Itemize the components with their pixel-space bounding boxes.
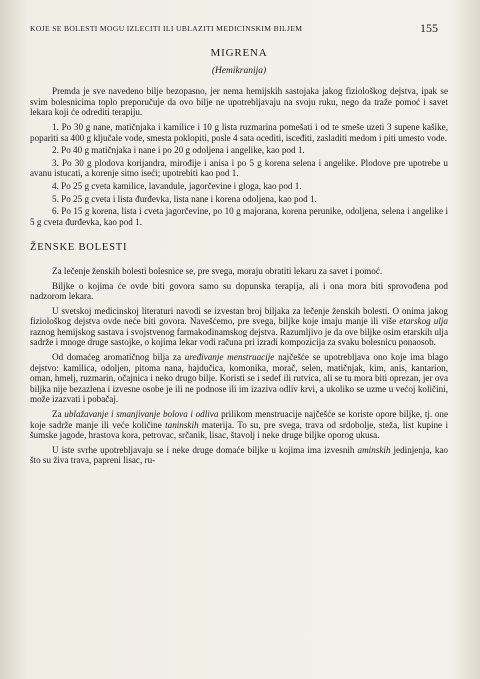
paragraph: Za lečenje ženskih bolesti bolesnice se, pre svega, moraju obratiti lekaru za savet i pomoć. bbox=[52, 265, 383, 276]
emphasis: ublažavanje i smanjivanje bolova i odliva bbox=[64, 409, 219, 420]
recipe-item: 4. Po 25 g cveta kamilice, lavandule, jagorčevine i gloga, kao pod 1. bbox=[52, 180, 302, 191]
recipe-item: 6. Po 15 g korena, lista i cveta jagorčevine, po 10 g majorana, korena perunike, odoljena, selena i angelike i 5 g cveta đurđevka, kao pod 1. bbox=[30, 206, 448, 227]
recipe-item: 2. Po 40 g matičnjaka i nane i po 20 g odoljena i angelike, kao pod 1. bbox=[52, 145, 305, 156]
recipe-item: 1. Po 30 g nane, matičnjaka i kamilice i 10 g lista ruzmarina pomešati i od te smeše uzeti 3 supene kašike, popariti sa 400 g ključale vode, smesta poklopiti, posle 4 sata ocediti, isceđiti, zasladiti medom i piti umesto vode. bbox=[30, 121, 448, 143]
paragraph: U iste svrhe upotrebljavaju se i neke druge domaće biljke u kojima ima izvesnih aminskih jedinjenja, kao što su živa trava, papreni lisac, ru- bbox=[30, 444, 448, 466]
running-header: KOJE SE BOLESTI MOGU IZLECITI ILI UBLAZITI MEDICINSKIM BILJEM bbox=[30, 24, 303, 33]
section-subtitle: (Hemikranija) bbox=[211, 65, 267, 76]
emphasis: uređivanje menstruacije bbox=[184, 352, 275, 363]
section-title-migrena: MIGRENA bbox=[210, 47, 268, 59]
page-number: 155 bbox=[420, 21, 438, 35]
paragraph: Biljke o kojima će ovde biti govora samo su dopunska terapija, ali i ona mora biti sprovođena pod nadzorom lekara. bbox=[30, 280, 448, 302]
recipe-item: 5. Po 25 g cveta i lista đurđevka, lista nane i korena odoljena, kao pod 1. bbox=[52, 193, 317, 204]
intro-paragraph: Premda je sve navedeno bilje bezopasno, jer nema hemijskih sastojaka jakog fiziološkog dejstva, ipak se svim bolesnicima toplo preporučuje da ovo bilje ne upotrebljavaju na svoju ruku, nego da traže pomoć i savet lekara koji će odrediti terapiju. bbox=[30, 86, 448, 118]
paragraph: Od domaćeg aromatičnog bilja za uređivanje menstruacije najčešće se upotrebljava ono koje ima blago dejstvo: kamilica, odoljen, pitoma nana, hajdučica, komonika, morač, selen, matičnjak, kim, anis, kantarion, oman, hmelj, ruzmarin, očajnica i neko drugo bilje. Koristi se i sedef ili rutvica, ali se tu mora biti oprezan, jer ova biljka nije bezazlena i izvesne osobe je ili ne podnose ili im izaziva odliv krvi, a ukoliko se uzme u većoj količini, može izazvati i pobačaj. bbox=[30, 352, 449, 405]
recipe-item: 3. Po 30 g plodova korijandra, mirođije i anisa i po 5 g korena selena i angelike. Plodove pre upotrebe u avanu istucati, a korenje sitno iseći; upotrebiti kao pod 1. bbox=[30, 157, 448, 179]
page-body bbox=[30, 48, 448, 470]
emphasis: taninskih bbox=[165, 419, 199, 430]
section-title-zenske-bolesti: ŽENSKE BOLESTI bbox=[30, 242, 128, 254]
emphasis: etarskog ulja bbox=[399, 316, 448, 327]
paragraph: Za ublažavanje i smanjivanje bolova i odliva prilikom menstruacije najčešće se koriste opore biljke, tj. one koje sadrže manje ili veće količine taninskih materija. To su, pre svega, trava od srdobolje, steža, list kupine i šumske jagode, hrastova kora, petrovac, srčanik, lisac, štavolj i neke druge biljke oporog ukusa. bbox=[30, 409, 449, 441]
paragraph: U svetskoj medicinskoj literaturi navodi se izvestan broj biljaka za lečenje ženskih bolesti. O onima jakog fiziološkog dejstva ovde neće biti govora. Navešćemo, pre svega, biljke koje imaju manje ili više etarskog ulja raznog hemijskog sastava i svojstvenog farmakodinamskog dejstva. Razumljivo je da ove biljke osim etarskih ulja sadrže i mnoge druge sastojke, o kojima lekar vodi računa pri izradi kompozicija za svaku bolesnicu ponaosob. bbox=[30, 305, 448, 348]
emphasis: aminskih bbox=[357, 444, 391, 455]
